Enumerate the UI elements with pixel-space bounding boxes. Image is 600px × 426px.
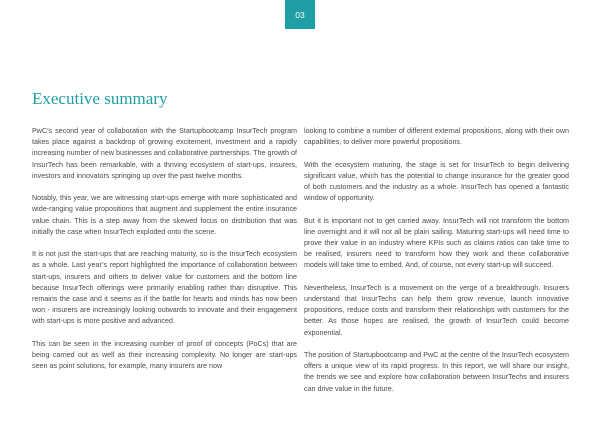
paragraph: The position of Startupbootcamp and PwC at the centre of the InsurTech ecosystem offers a unique view of its rapid progress. In this report, we will share our insight, the trends we see and explore how collaboration between InsurTechs and insurers can drive value in the future.	[304, 351, 569, 393]
paragraph: PwC’s second year of collaboration with the Startupbootcamp InsurTech program takes place against a backdrop of growing excitement, investment and a rapidly increasing number of new businesses and collaborative partnerships. The growth of InsurTech has been remarkable, with a thriving ecosystem of start-ups, insurers, investors and innovators springing up over the past twelve months.	[32, 127, 297, 180]
paragraph: With the ecosystem maturing, the stage is set for InsurTech to begin delivering significant value, which has the potential to change insurance for the greater good of both customers and the industry as a whole. InsurTech has opened a fantastic window of opportunity.	[304, 160, 569, 203]
page-number-tab	[285, 0, 315, 29]
paragraph: This can be seen in the increasing number of proof of concepts (PoCs) that are being carried out as well as their increasing complexity. No longer are start-ups seen as point solutions, for example, many insurers are now	[32, 339, 297, 371]
paragraph: But it is important not to get carried away. InsurTech will not transform the bottom line overnight and it will not all be plain sailing. Maturing start-ups will need time to prove their value in an industry where KPIs such as claims ratios can take time to be realised, insurers need to transform how they work and these collaborative models will take time to embed. And, of course, not every start-up will succeed.	[304, 216, 569, 270]
page-number: 03	[295, 9, 305, 20]
paragraph: Nevertheless, InsurTech is a movement on the verge of a breakthrough. Insurers understand that InsurTechs can help them grow revenue, launch innovative propositions, reduce costs and transform their relationships with customers for the better. As those hopes are realised, the growth of InsurTech could become exponential.	[304, 283, 569, 337]
right-column	[304, 126, 569, 406]
paragraph: Notably, this year, we are witnessing start-ups emerge with more sophisticated and wide-ranging value propositions that augment and supplement the entire insurance value chain. This is a step away from the skewed focus on distribution that was initially the case when InsurTech exploded onto the scene.	[32, 194, 297, 236]
section-title: Executive summary	[32, 89, 168, 108]
paragraph: looking to combine a number of different external propositions, along with their own capabilities, to deliver more powerful propositions.	[304, 127, 569, 147]
left-column	[32, 126, 297, 384]
paragraph: It is not just the start-ups that are reaching maturity, so is the InsurTech ecosystem as a whole. Last year’s report highlighted the importance of collaboration between start-ups, insurers and others to deliver value for customers and the bottom line because InsurTech offerings were primarily enabling rather than disruptive. This remains the case and it seems as if the battle for hearts and minds has now been won - insurers are increasingly looking outwards to innovate and their engagement with start-ups is more positive and advanced.	[32, 250, 297, 326]
